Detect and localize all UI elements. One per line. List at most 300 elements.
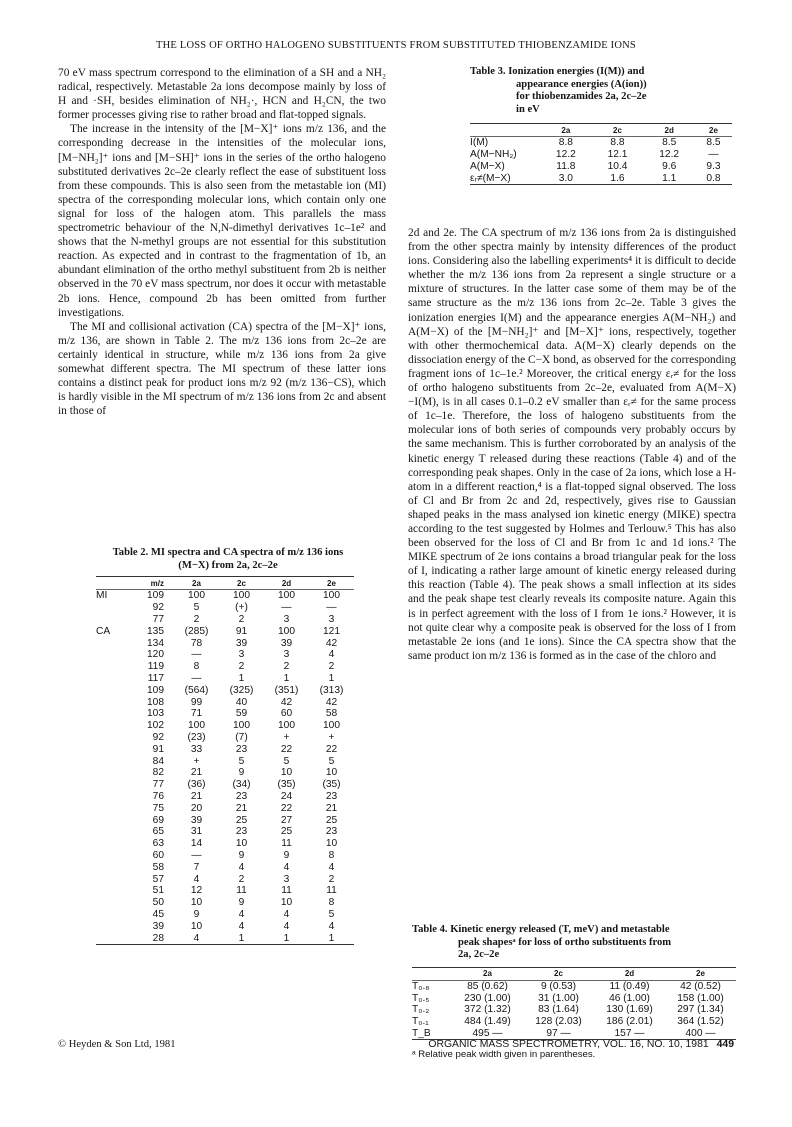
table-cell: 1 (328, 672, 335, 684)
group-label (96, 897, 130, 909)
table-header-cell (412, 967, 452, 980)
table-row (470, 172, 732, 184)
table-cell: 42 (325, 696, 338, 708)
table-cell: 102 (147, 720, 164, 732)
table-cell: 103 (147, 708, 164, 720)
table-cell: 2 (328, 661, 335, 673)
table-cell: 25 (325, 814, 338, 826)
journal-footer (428, 1039, 734, 1050)
table-4-grid (412, 967, 736, 1041)
table-cell: (35) (322, 779, 341, 791)
table-cell: 22 (325, 743, 338, 755)
table-cell: 1 (328, 932, 335, 944)
table-cell: (7) (235, 731, 248, 743)
table-cell: 128 (2.03) (535, 1016, 582, 1028)
table-header-cell: 2e (709, 125, 718, 135)
table-cell: T₀.₂ (412, 1004, 430, 1016)
table-cell: 42 (0.52) (680, 980, 721, 992)
group-label (96, 885, 130, 897)
table-row (96, 625, 354, 637)
table-cell: 297 (1.34) (677, 1004, 724, 1016)
group-label (96, 637, 130, 649)
table-cell: 1 (238, 672, 245, 684)
group-label (96, 779, 130, 791)
table-cell: (34) (232, 779, 251, 791)
table-cell: 39 (190, 814, 203, 826)
table-cell: 109 (147, 590, 164, 602)
table-row (96, 661, 354, 673)
table-cell: (+) (235, 602, 248, 614)
table-cell: 400 — (685, 1028, 716, 1040)
table-cell: I(M) (470, 137, 489, 149)
table-cell: 158 (1.00) (677, 992, 724, 1004)
table-cell: 8.5 (706, 137, 721, 149)
table-cell: 31 (1.00) (538, 992, 579, 1004)
table-cell: 9 (283, 849, 290, 861)
table-row (412, 980, 736, 992)
table-cell: 5 (283, 755, 290, 767)
table-cell: 9 (238, 849, 245, 861)
table-cell: 11 (281, 838, 292, 850)
table-cell: 4 (328, 920, 335, 932)
table-cell: 120 (147, 649, 164, 661)
table-cell: 51 (152, 885, 164, 897)
table-cell: 21 (190, 790, 203, 802)
table-cell: 60 (152, 849, 164, 861)
table-cell: 117 (147, 672, 164, 684)
table-cell: A(M−X) (470, 160, 505, 172)
table-cell: 85 (0.62) (467, 980, 508, 992)
table-row (96, 649, 354, 661)
table-cell: 100 (323, 590, 340, 602)
table-cell: T_B (412, 1028, 431, 1040)
table-cell: 3 (283, 613, 290, 625)
table-cell: 9 (238, 767, 245, 779)
table-cell: εᵣ≠(M−X) (470, 172, 511, 184)
table-cell: 5 (328, 755, 335, 767)
group-label (96, 649, 130, 661)
table-cell: 10 (325, 838, 338, 850)
table-row (412, 992, 736, 1004)
table-cell: + (328, 731, 335, 743)
table-header-cell: 2d (624, 969, 635, 978)
table-cell: 11 (281, 885, 292, 897)
table-cell: 100 (278, 590, 295, 602)
table-cell: T₀.₁ (412, 1016, 429, 1028)
table-cell: 24 (280, 790, 293, 802)
table-cell: 7 (193, 861, 200, 873)
table-cell: 109 (147, 684, 164, 696)
group-label (96, 720, 130, 732)
table-row (96, 920, 354, 932)
table-cell: 58 (152, 861, 164, 873)
table-cell: 57 (152, 873, 164, 885)
table-cell: 5 (328, 908, 335, 920)
table-cell: 14 (190, 838, 203, 850)
group-label (96, 838, 130, 850)
table-cell: 0.8 (706, 172, 721, 184)
table-cell: 46 (1.00) (609, 992, 650, 1004)
table-row (96, 873, 354, 885)
table-cell: 186 (2.01) (606, 1016, 653, 1028)
table-cell: 77 (152, 779, 164, 791)
table-cell: 10 (190, 920, 203, 932)
table-cell: 31 (190, 826, 203, 838)
table-cell: + (193, 755, 200, 767)
table-cell: 39 (235, 637, 248, 649)
table-cell: 28 (152, 932, 164, 944)
table-row (96, 614, 354, 626)
paragraph: The MI and collisional activation (CA) spectra of the [M−X]⁺ ions, m/z 136, are shown in Table 2. The m/z 136 ions from 2c–2e are certainly identical in structure, while m/z 136 ions from 2a give somewhat different spectra. The MI spectrum of these latter ions contains a distinct peak for product ions m/z 92 (m/z 136−CS), which is hardly visible in the MI spectrum of m/z 136 ions from 2c and absent in those of (58, 320, 386, 418)
table-cell: T₀.₈ (412, 980, 430, 992)
table-4-footnote: ᵃ Relative peak width given in parentheses. (412, 1049, 596, 1061)
table-cell: 59 (235, 708, 248, 720)
group-label (96, 814, 130, 826)
table-cell: 77 (152, 613, 164, 625)
table-cell: — (191, 849, 202, 861)
table-cell: 1 (238, 932, 245, 944)
table-row (96, 779, 354, 791)
table-cell: — (326, 602, 337, 614)
table-cell: 11 (326, 885, 337, 897)
table-cell: (564) (184, 684, 209, 696)
table-row (96, 743, 354, 755)
table-cell: 2 (283, 661, 290, 673)
table-3-grid (470, 123, 732, 185)
table-cell: 4 (238, 908, 245, 920)
table-3-caption-line: Ionization energies (I(M)) and (508, 66, 645, 77)
table-cell: 1.1 (662, 172, 677, 184)
group-label (96, 920, 130, 932)
table-row (96, 590, 354, 602)
table-cell: 134 (147, 637, 164, 649)
table-cell: 76 (152, 790, 164, 802)
table-cell: 9.3 (706, 160, 721, 172)
table-row (470, 161, 732, 173)
table-cell: 92 (152, 602, 164, 614)
table-cell: (351) (274, 684, 299, 696)
table-row (96, 602, 354, 614)
table-cell: 10 (190, 897, 203, 909)
table-4-caption-line: 2a, 2c–2e (458, 949, 500, 960)
table-cell: 2 (328, 873, 335, 885)
paragraph: 2d and 2e. The CA spectrum of m/z 136 ions from 2a is distinguished from the other spectra mainly by intensity differences of the product ions. Considering also the labelling experiments⁴ it is difficult to decide whether the m/z 136 ions from 2a represent a single structure or a mixture of structures. In the latter case some of them may be of the same structure as the m/z 136 ions from 2c–2e. Table 3 gives the ionization energies I(M) and the appearance energies A(M−NH₂) and A(M−X) of the [M−NH₂]⁺ and [M−X]⁺ ions, respectively, together with other thermochemical data. A(M−X) clearly depends on the dissociation energy of the C−X bond, as observed for the corresponding fragment ions of 1c–1e.² Moreover, the critical energy εᵣ≠ for the loss of ortho halogeno substituents from 2c–2e, evaluated from A(M−X)−I(M), is in all cases 0.1–0.2 eV smaller than εᵣ≠ for the same process of 1c–1e. Therefore, the loss of halogeno substituents from the molecular ions of both series of compounds very probably occurs by the same mechanism. This is further corroborated by an analysis of the kinetic energy T released during these reactions (Table 4) and of the corresponding peak shapes. Only in the case of 2a ions, which lose a H-atom in a different reaction,⁴ is a flat-topped signal observed. The loss of Cl and Br from 2c and 2d, respectively, gives rise to Gaussian shaped peaks in the mass analysed ion kinetic energy (MIKE) spectra according to the test suggested by Holmes and Terlouw.⁵ This has also been observed for the loss of Cl and Br from 1c and 1d ions.² The MIKE spectrum of 2e ions contains a broad triangular peak for the loss of I, indicating a rather large amount of kinetic energy released during this reaction (Table 4). The peak shows a small inflection at its sides and the peak shape test clearly reveals its composite nature. Again this is in perfect agreement with the loss of I from 1e ions.² However, it is not quite clear why a composite peak is observed for the loss of I from metastable 2e ions (and 1e ions). Since the CA spectra show that the same product ion m/z 136 is formed as in the case of the chloro and (408, 227, 736, 662)
group-label (96, 673, 130, 685)
group-label (96, 743, 130, 755)
table-cell: — (191, 672, 202, 684)
table-row (96, 838, 354, 850)
table-cell: 42 (280, 696, 293, 708)
table-cell: 63 (152, 838, 164, 850)
table-cell: 27 (280, 814, 293, 826)
table-cell: 100 (233, 590, 250, 602)
group-label (96, 850, 130, 862)
group-label (96, 602, 130, 614)
group-label (96, 861, 130, 873)
table-4-caption-line: Kinetic energy released (T, meV) and metastable (450, 924, 670, 935)
table-header-cell (96, 577, 130, 590)
table-cell: 12.1 (607, 149, 628, 161)
table-cell: 23 (325, 790, 338, 802)
table-row (96, 673, 354, 685)
table-cell: 10 (280, 767, 293, 779)
table-cell: — (708, 149, 719, 161)
table-cell: 4 (328, 861, 335, 873)
group-label (96, 909, 130, 921)
table-header-cell: 2a (192, 578, 201, 588)
table-cell: 78 (190, 637, 203, 649)
table-cell: 100 (323, 720, 340, 732)
table-cell: 3 (283, 873, 290, 885)
table-cell: 50 (152, 897, 164, 909)
table-cell: 4 (238, 920, 245, 932)
table-cell: 42 (325, 637, 338, 649)
table-cell: 3 (328, 613, 335, 625)
table-header-cell: 2e (696, 969, 705, 978)
table-row (96, 708, 354, 720)
table-cell: 45 (152, 908, 164, 920)
table-cell: 21 (325, 802, 338, 814)
table-cell: 157 — (614, 1028, 645, 1040)
group-label (96, 791, 130, 803)
table-row (96, 897, 354, 909)
table-cell: 21 (190, 767, 203, 779)
table-cell: 2 (238, 661, 245, 673)
table-cell: 4 (283, 908, 290, 920)
table-cell: 4 (328, 649, 335, 661)
table-cell: 25 (235, 814, 248, 826)
table-header-cell: m/z (150, 578, 164, 588)
table-3-caption-line: for thiobenzamides 2a, 2c–2e (516, 91, 647, 102)
table-row (96, 814, 354, 826)
table-row (412, 1016, 736, 1028)
table-cell: 100 (188, 590, 205, 602)
table-cell: — (281, 602, 292, 614)
table-cell: 39 (152, 920, 164, 932)
table-row (96, 732, 354, 744)
table-cell: 25 (280, 826, 293, 838)
group-label (96, 684, 130, 696)
table-row (96, 755, 354, 767)
table-cell: 75 (152, 802, 164, 814)
table-cell: 9 (238, 897, 245, 909)
table-cell: 4 (283, 861, 290, 873)
table-3-caption-line: appearance energies (A(ion)) (516, 78, 647, 90)
table-cell: (285) (184, 625, 209, 637)
table-3-body (470, 137, 732, 185)
table-cell: 97 — (546, 1028, 571, 1040)
table-header-cell: 2e (327, 578, 336, 588)
table-cell: 10.4 (607, 160, 628, 172)
table-cell: (325) (229, 684, 254, 696)
table-cell: (23) (187, 731, 206, 743)
table-header-cell (470, 124, 540, 137)
table-2-grid (96, 576, 354, 945)
table-4-body (412, 980, 736, 1040)
table-cell: 12.2 (659, 149, 680, 161)
right-text-column (408, 226, 736, 663)
table-cell: 2 (238, 873, 245, 885)
table-cell: 33 (190, 743, 203, 755)
table-cell: 8.8 (558, 137, 573, 149)
group-label (96, 732, 130, 744)
table-header-cell: 2d (281, 578, 292, 588)
table-cell: 3 (283, 649, 290, 661)
table-cell: 8.8 (610, 137, 625, 149)
table-cell: 9 (193, 908, 200, 920)
table-cell: 91 (235, 625, 248, 637)
table-row (96, 767, 354, 779)
table-cell: (35) (277, 779, 296, 791)
table-cell: T₀.₅ (412, 992, 430, 1004)
table-cell: 20 (190, 802, 203, 814)
table-row (96, 850, 354, 862)
table-cell: 84 (152, 755, 164, 767)
table-header-cell: 2a (483, 969, 492, 978)
table-cell: 2 (238, 613, 245, 625)
group-label (96, 755, 130, 767)
running-head: THE LOSS OF ORTHO HALOGENO SUBSTITUENTS FROM SUBSTITUTED THIOBENZAMIDE IONS (156, 40, 636, 51)
table-cell: 121 (323, 625, 340, 637)
table-header-cell: 2d (664, 125, 674, 135)
table-cell: 23 (235, 790, 248, 802)
table-row (96, 684, 354, 696)
table-cell: 8 (328, 849, 335, 861)
table-row (96, 861, 354, 873)
paragraph: 70 eV mass spectrum correspond to the elimination of a SH and a NH₂ radical, respectively. Metastable 2a ions decompose mainly by loss of H and ·SH, besides elimination of NH₂·, HCN and H₂CN, the two former processes giving rise to rather broad and flat-topped signals. (58, 67, 386, 122)
table-cell: 1 (283, 672, 290, 684)
table-row (470, 137, 732, 149)
table-cell: 60 (280, 708, 293, 720)
table-cell: 12.2 (555, 149, 576, 161)
table-cell: A(M−NH₂) (470, 149, 517, 161)
table-cell: 2 (193, 613, 200, 625)
table-cell: 484 (1.49) (464, 1016, 511, 1028)
table-cell: 9 (0.53) (540, 980, 577, 992)
table-cell: 39 (280, 637, 293, 649)
table-cell: — (191, 649, 202, 661)
paragraph: The increase in the intensity of the [M−X]⁺ ions m/z 136, and the corresponding decrease in the intensities of the molecular ions, [M−NH₂]⁺ ions and [M−SH]⁺ ions in the series of the ortho halogeno substituted derivatives 2c–2e clearly reflect the ease of substituent loss from these compounds. This is also seen from the metastable ion (MI) spectra of the corresponding molecular ions, which contain only one signal for loss of the halogen atom. This parallels the mass spectrometric behaviour of the N,N-dimethyl derivatives 1c–1e² and shows that the N-methyl groups are not essential for this substitution reaction. As expected and in contrast to the fragmentation of 1b, an abundant elimination of the ortho methyl substituent from 2b is neither observed in the 70 eV mass spectrum, nor does it occur with metastable 2b ions. Hence, compound 2b has been omitted from further investigations. (58, 123, 386, 319)
table-2 (96, 547, 354, 945)
table-cell: 108 (147, 696, 164, 708)
table-cell: 40 (235, 696, 248, 708)
group-label (96, 708, 130, 720)
table-cell: 4 (193, 932, 200, 944)
table-cell: 23 (235, 826, 248, 838)
group-label (96, 696, 130, 708)
table-row (96, 696, 354, 708)
table-row (96, 802, 354, 814)
table-cell: 3.0 (558, 172, 573, 184)
table-cell: 23 (235, 743, 248, 755)
table-header-cell: 2c (237, 578, 246, 588)
table-cell: 10 (235, 838, 248, 850)
table-cell: 10 (325, 767, 338, 779)
table-cell: 8 (193, 661, 200, 673)
table-row (96, 637, 354, 649)
table-cell: 92 (152, 731, 164, 743)
table-cell: 91 (152, 743, 164, 755)
journal-citation: ORGANIC MASS SPECTROMETRY, VOL. 16, NO. 10, 1981 (428, 1039, 709, 1050)
table-cell: 100 (278, 625, 295, 637)
table-cell: 364 (1.52) (677, 1016, 724, 1028)
group-label: CA (96, 625, 111, 637)
table-row (470, 149, 732, 161)
page-number: 449 (716, 1039, 734, 1050)
group-label (96, 932, 130, 944)
table-cell: 8 (328, 897, 335, 909)
table-cell: 135 (147, 625, 164, 637)
table-cell: 5 (193, 602, 200, 614)
table-cell: 8.5 (662, 137, 677, 149)
group-label (96, 802, 130, 814)
table-3-caption-label: Table 3. (470, 66, 506, 77)
table-cell: (36) (187, 779, 206, 791)
table-cell: 4 (193, 873, 200, 885)
table-row (96, 720, 354, 732)
table-cell: 11 (0.49) (609, 980, 650, 992)
left-text-column (58, 66, 386, 418)
table-cell: 23 (325, 826, 338, 838)
table-cell: 69 (152, 814, 164, 826)
copyright-footer: © Heyden & Son Ltd, 1981 (58, 1039, 176, 1050)
table-4-caption-line: peak shapesᵃ for loss of ortho substituents from (458, 936, 672, 948)
table-cell: 3 (238, 649, 245, 661)
table-row (412, 1004, 736, 1016)
table-header-cell: 2c (554, 969, 563, 978)
table-cell: 11 (236, 885, 247, 897)
table-cell: 12 (190, 885, 203, 897)
table-cell: 100 (278, 720, 295, 732)
table-cell: + (283, 731, 290, 743)
table-cell: 82 (152, 767, 164, 779)
table-cell: (313) (319, 684, 344, 696)
table-2-body (96, 590, 354, 945)
table-cell: 372 (1.32) (464, 1004, 511, 1016)
table-cell: 58 (325, 708, 338, 720)
table-3 (470, 66, 732, 185)
table-cell: 10 (280, 897, 293, 909)
group-label (96, 614, 130, 626)
group-label (96, 873, 130, 885)
table-row (96, 909, 354, 921)
table-cell: 130 (1.69) (606, 1004, 653, 1016)
table-row (96, 932, 354, 944)
table-cell: 4 (283, 920, 290, 932)
table-header-cell: 2c (613, 125, 622, 135)
table-cell: 230 (1.00) (464, 992, 511, 1004)
table-cell: 21 (235, 802, 248, 814)
table-row (96, 826, 354, 838)
table-3-caption (470, 66, 732, 116)
table-cell: 65 (152, 826, 164, 838)
table-cell: 11.8 (556, 160, 576, 172)
table-cell: 495 — (472, 1028, 503, 1040)
table-cell: 83 (1.64) (538, 1004, 579, 1016)
table-3-caption-line: in eV (516, 103, 540, 115)
table-4-caption-label: Table 4. (412, 924, 448, 935)
table-cell: 100 (188, 720, 205, 732)
table-cell: 9.6 (662, 160, 677, 172)
table-cell: 119 (147, 661, 164, 673)
table-cell: 22 (280, 802, 293, 814)
table-cell: 99 (190, 696, 203, 708)
table-cell: 100 (233, 720, 250, 732)
group-label (96, 661, 130, 673)
table-cell: 22 (280, 743, 293, 755)
table-row (96, 791, 354, 803)
table-cell: 1.6 (610, 172, 625, 184)
